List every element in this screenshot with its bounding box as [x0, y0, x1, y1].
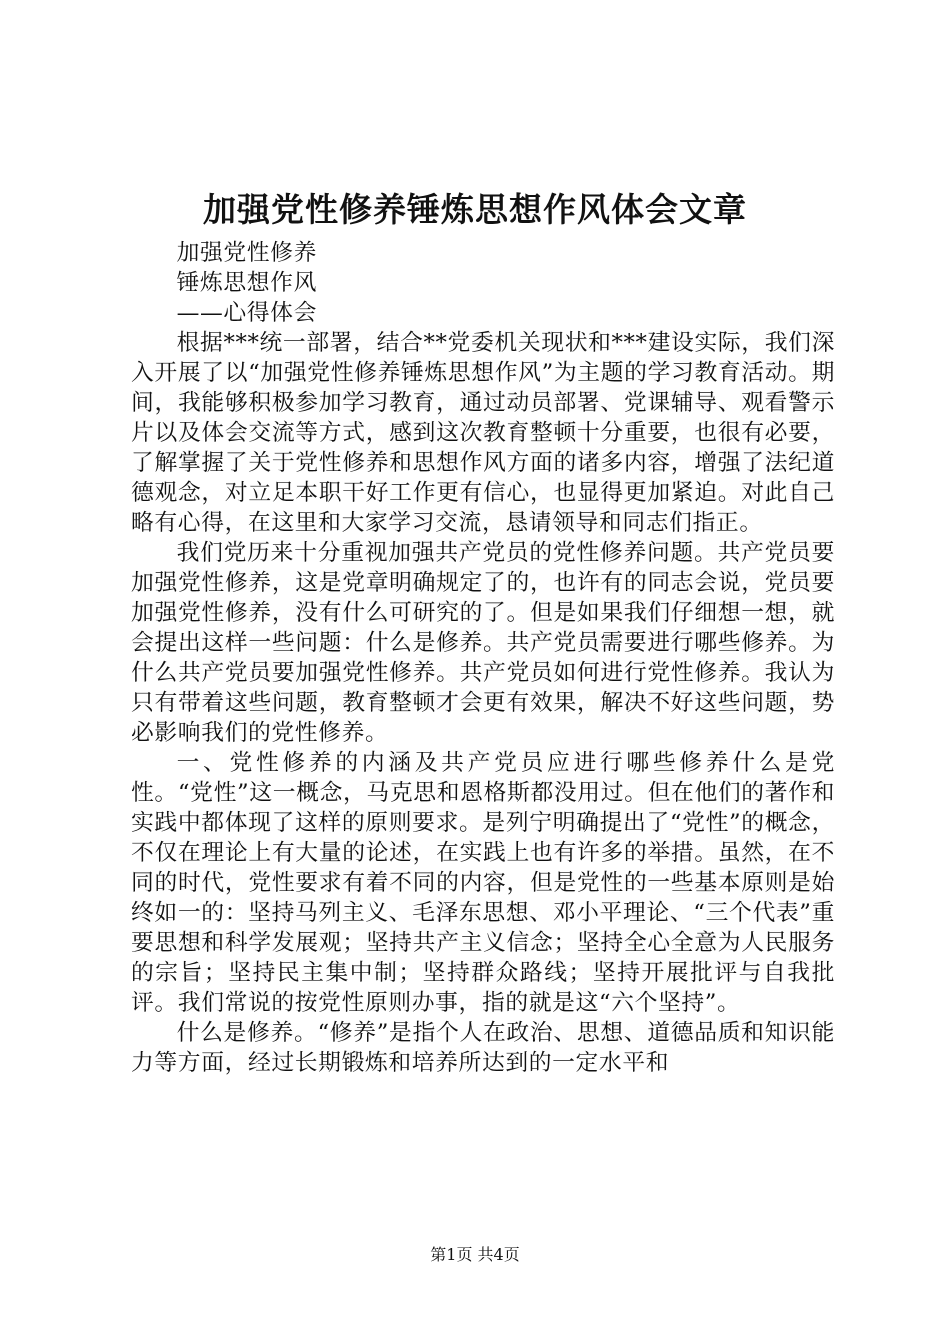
body-paragraph: 什么是修养。“修养”是指个人在政治、思想、道德品质和知识能力等方面，经过长期锻炼和培养所达到的一定水平和 — [131, 1020, 835, 1076]
body-paragraph: 一、党性修养的内涵及共产党员应进行哪些修养什么是党性。“党性”这一概念，马克思和恩格斯都没用过。但在他们的著作和实践中都体现了这样的原则要求。是列宁明确提出了“党性”的概念，不仅在理论上有大量的论述，在实践上也有许多的举措。虽然，在不同的时代，党性要求有着不同的内容，但是党性的一些基本原则是始终如一的：坚持马列主义、毛泽东思想、邓小平理论、“三个代表”重要思想和科学发展观；坚持共产主义信念；坚持全心全意为人民服务的宗旨；坚持民主集中制；坚持群众路线；坚持开展批评与自我批评。我们常说的按党性原则办事，指的就是这“六个坚持”。 — [131, 750, 835, 1016]
page-footer: 第1页 共4页 — [430, 1245, 520, 1264]
subtitle-line: ——心得体会 — [176, 300, 317, 326]
body-paragraph: 我们党历来十分重视加强共产党员的党性修养问题。共产党员要加强党性修养，这是党章明确规定了的，也许有的同志会说，党员要加强党性修养，没有什么可研究的了。但是如果我们仔细想一想，就会提出这样一些问题：什么是修养。共产党员需要进行哪些修养。为什么共产党员要加强党性修养。共产党员如何进行党性修养。我认为只有带着这些问题，教育整顿才会更有效果，解决不好这些问题，势必影响我们的党性修养。 — [131, 540, 835, 746]
body-paragraph: 根据***统一部署，结合**党委机关现状和***建设实际，我们深入开展了以“加强党性修养锤炼思想作风”为主题的学习教育活动。期间，我能够积极参加学习教育，通过动员部署、党课辅导、观看警示片以及体会交流等方式，感到这次教育整顿十分重要，也很有必要，了解掌握了关于党性修养和思想作风方面的诸多内容，增强了法纪道德观念，对立足本职干好工作更有信心，也显得更加紧迫。对此自己略有心得，在这里和大家学习交流，恳请领导和同志们指正。 — [131, 330, 835, 536]
subtitle-line: 加强党性修养 — [176, 240, 317, 266]
document-title: 加强党性修养锤炼思想作风体会文章 — [203, 190, 747, 229]
document-body — [131, 238, 835, 1078]
subtitle-line: 锤炼思想作风 — [176, 270, 317, 296]
